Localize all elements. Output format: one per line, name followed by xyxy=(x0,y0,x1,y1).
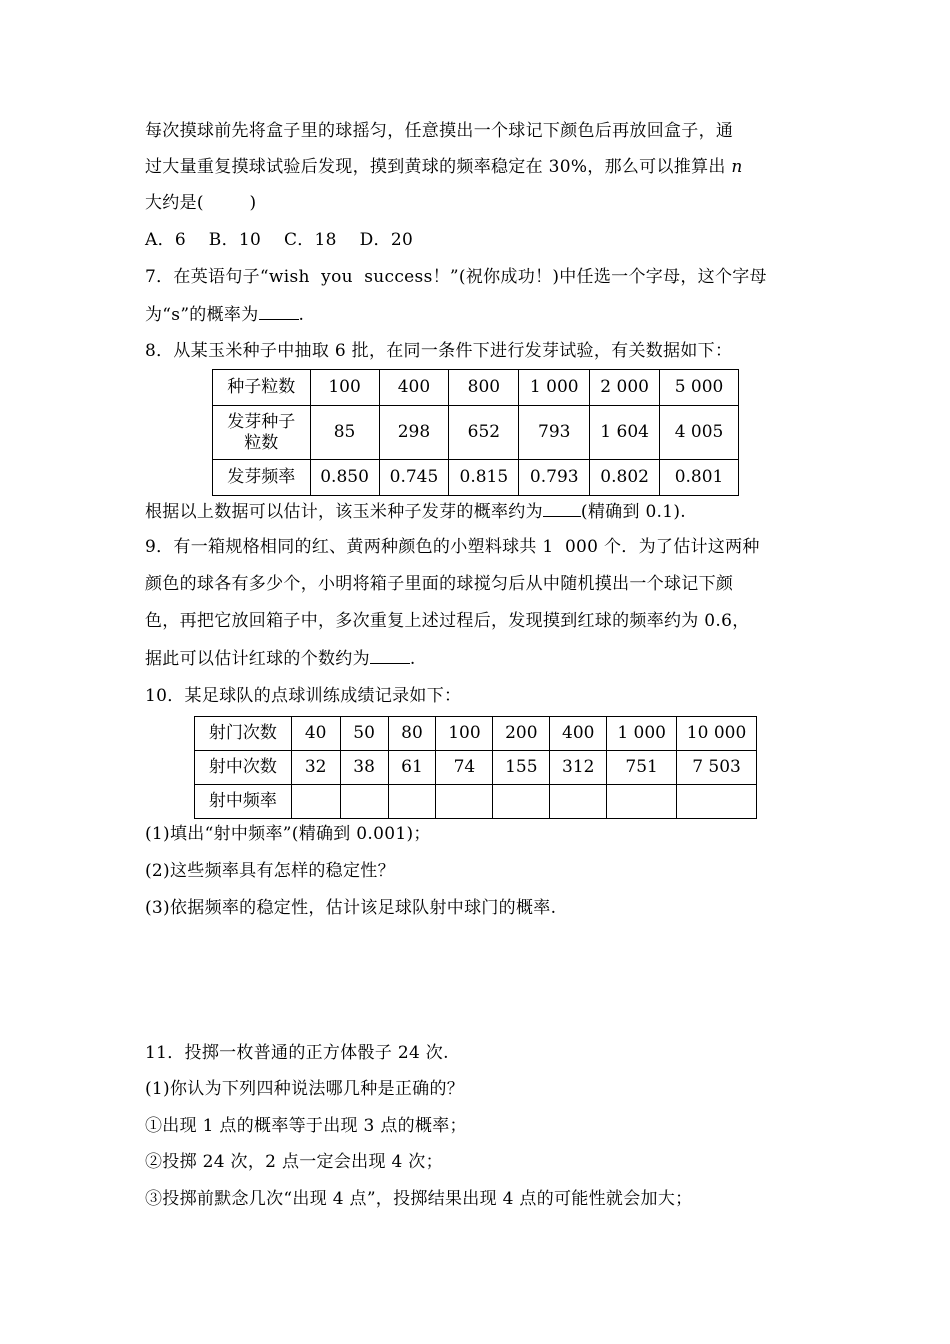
q8-table xyxy=(212,369,739,496)
q7-line2-text: 为“s”的概率为 xyxy=(145,305,259,325)
q10-cell: 32 xyxy=(291,751,340,785)
q10-empty-cell xyxy=(607,785,677,819)
q8-cell: 0.745 xyxy=(379,460,449,496)
q9-answer-blank xyxy=(370,647,410,664)
q8-cell: 发芽频率 xyxy=(213,460,311,496)
q8-cell: 种子粒数 xyxy=(213,370,311,406)
q9-line2: 颜色的球各有多少个，小明将箱子里面的球搅匀后从中随机摸出一个球记下颜 xyxy=(145,574,734,594)
q11-item3: ③投掷前默念几次“出现 4 点”，投掷结果出现 4 点的可能性就会加大； xyxy=(145,1189,693,1209)
q10-empty-cell xyxy=(340,785,388,819)
q7-line2 xyxy=(145,303,304,326)
q8-cell: 1 000 xyxy=(519,370,590,406)
q8-cell: 652 xyxy=(449,406,519,460)
q10-empty-cell xyxy=(677,785,757,819)
q10-cell: 312 xyxy=(550,751,607,785)
q8-header-line: 粒数 xyxy=(244,432,279,453)
q10-sub3: (3)依据频率的稳定性，估计该足球队射中球门的概率. xyxy=(145,898,557,918)
q8-after-text: 根据以上数据可以估计，该玉米种子发芽的概率约为 xyxy=(145,502,543,522)
q10-table-row-hits xyxy=(195,751,757,785)
q10-cell: 100 xyxy=(436,717,493,751)
q8-cell: 1 604 xyxy=(590,406,660,460)
q10-empty-cell xyxy=(493,785,550,819)
q8-cell: 793 xyxy=(519,406,590,460)
q10-sub2: (2)这些频率具有怎样的稳定性？ xyxy=(145,861,395,881)
q10-cell: 40 xyxy=(291,717,340,751)
q10-cell: 61 xyxy=(388,751,436,785)
q8-row-header-germinated xyxy=(213,406,311,460)
q8-table-row-seeds xyxy=(213,370,739,406)
q8-cell: 0.815 xyxy=(449,460,519,496)
q10-cell: 400 xyxy=(550,717,607,751)
q10-cell: 射中频率 xyxy=(195,785,292,819)
q9-line3: 色，再把它放回箱子中，多次重复上述过程后，发现摸到红球的频率约为 0.6， xyxy=(145,611,750,631)
q8-after-end: (精确到 0.1). xyxy=(580,502,687,522)
q8-cell: 5 000 xyxy=(660,370,739,406)
q11-item1: ①出现 1 点的概率等于出现 3 点的概率； xyxy=(145,1116,467,1136)
q10-cell: 200 xyxy=(493,717,550,751)
q10-cell: 1 000 xyxy=(607,717,677,751)
q8-answer-blank xyxy=(543,500,581,517)
q9-line4-text: 据此可以估计红球的个数约为 xyxy=(145,649,370,669)
q11-intro: 11．投掷一枚普通的正方体骰子 24 次. xyxy=(145,1043,449,1063)
q8-cell: 0.802 xyxy=(590,460,660,496)
q10-cell: 射中次数 xyxy=(195,751,292,785)
q8-cell: 0.801 xyxy=(660,460,739,496)
q6-line3: 大约是( ) xyxy=(145,193,257,213)
q8-cell: 0.793 xyxy=(519,460,590,496)
q10-cell: 射门次数 xyxy=(195,717,292,751)
q9-line4-end: . xyxy=(409,649,416,669)
q8-cell: 400 xyxy=(379,370,449,406)
q10-cell: 155 xyxy=(493,751,550,785)
q8-cell: 100 xyxy=(310,370,379,406)
q10-empty-cell xyxy=(291,785,340,819)
q10-intro: 10．某足球队的点球训练成绩记录如下： xyxy=(145,686,462,706)
q6-line1: 每次摸球前先将盒子里的球摇匀，任意摸出一个球记下颜色后再放回盒子，通 xyxy=(145,121,734,141)
q8-cell: 85 xyxy=(310,406,379,460)
q10-cell: 751 xyxy=(607,751,677,785)
q10-empty-cell xyxy=(436,785,493,819)
q6-options: A．6 B．10 C．18 D．20 xyxy=(145,230,414,250)
q6-line2 xyxy=(145,156,743,178)
q7-line2-end: . xyxy=(298,305,305,325)
q11-sub1: (1)你认为下列四种说法哪几种是正确的？ xyxy=(145,1079,465,1099)
q8-cell: 800 xyxy=(449,370,519,406)
q7-answer-blank xyxy=(259,303,299,320)
q10-cell: 7 503 xyxy=(677,751,757,785)
q8-intro: 8．从某玉米种子中抽取 6 批，在同一条件下进行发芽试验，有关数据如下： xyxy=(145,341,733,361)
q8-cell: 0.850 xyxy=(310,460,379,496)
q7-line1: 7．在英语句子“wish you success！”(祝你成功！)中任选一个字母，这个字母 xyxy=(145,267,767,287)
q8-cell: 4 005 xyxy=(660,406,739,460)
q10-cell: 50 xyxy=(340,717,388,751)
q10-empty-cell xyxy=(388,785,436,819)
q10-table xyxy=(194,716,757,819)
q10-empty-cell xyxy=(550,785,607,819)
q10-cell: 74 xyxy=(436,751,493,785)
q8-cell: 2 000 xyxy=(590,370,660,406)
q10-cell: 38 xyxy=(340,751,388,785)
q10-cell: 80 xyxy=(388,717,436,751)
q8-after xyxy=(145,500,686,523)
q6-line2-text: 过大量重复摸球试验后发现，摸到黄球的频率稳定在 30%，那么可以推算出 xyxy=(145,157,732,177)
q10-sub1: (1)填出“射中频率”(精确到 0.001)； xyxy=(145,824,431,844)
q8-header-line: 发芽种子 xyxy=(227,411,296,432)
q10-table-row-frequency xyxy=(195,785,757,819)
q11-item2: ②投掷 24 次，2 点一定会出现 4 次； xyxy=(145,1152,443,1172)
q6-variable-n: n xyxy=(731,157,743,177)
q10-table-row-shots xyxy=(195,717,757,751)
q9-line4 xyxy=(145,647,416,670)
q9-line1: 9．有一箱规格相同的红、黄两种颜色的小塑料球共 1 000 个．为了估计这两种 xyxy=(145,537,760,557)
q8-table-row-germinated xyxy=(213,406,739,460)
q8-table-row-frequency xyxy=(213,460,739,496)
q8-cell: 298 xyxy=(379,406,449,460)
q10-cell: 10 000 xyxy=(677,717,757,751)
